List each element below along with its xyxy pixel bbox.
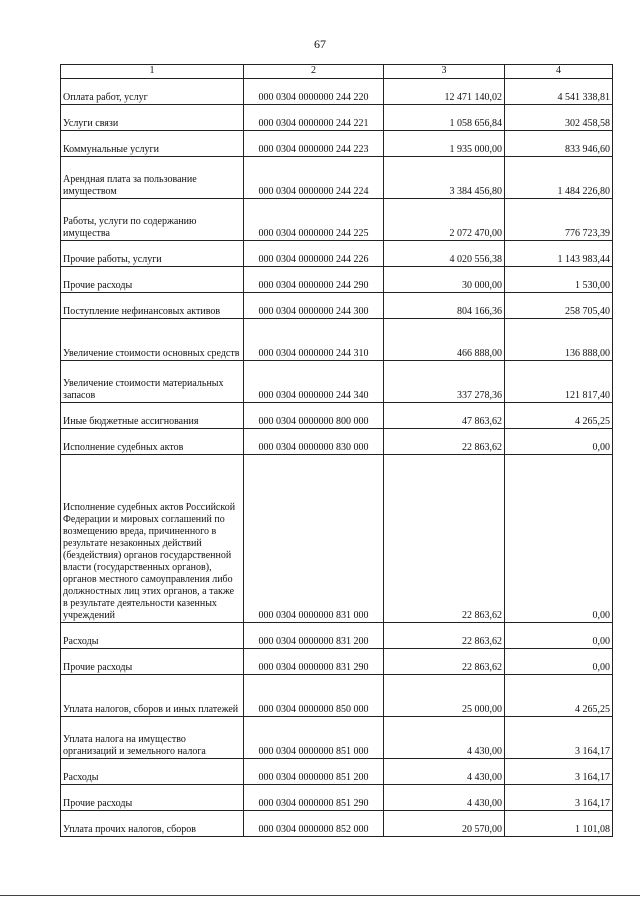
row-name: Увеличение стоимости материальных запасов <box>61 361 244 403</box>
row-amount-planned: 4 430,00 <box>384 785 505 811</box>
row-amount-planned: 337 278,36 <box>384 361 505 403</box>
table-row <box>61 649 613 675</box>
table-row <box>61 105 613 131</box>
row-name: Уплата прочих налогов, сборов <box>61 811 244 837</box>
column-header-2: 2 <box>244 65 384 79</box>
row-amount-planned: 4 430,00 <box>384 717 505 759</box>
table-row <box>61 241 613 267</box>
row-amount-executed: 0,00 <box>505 649 613 675</box>
row-amount-planned: 30 000,00 <box>384 267 505 293</box>
row-name: Расходы <box>61 759 244 785</box>
row-code: 000 0304 0000000 831 000 <box>244 455 384 623</box>
row-amount-planned: 25 000,00 <box>384 675 505 717</box>
row-name: Расходы <box>61 623 244 649</box>
row-amount-executed: 121 817,40 <box>505 361 613 403</box>
row-amount-executed: 1 101,08 <box>505 811 613 837</box>
row-amount-planned: 20 570,00 <box>384 811 505 837</box>
row-amount-executed: 4 541 338,81 <box>505 79 613 105</box>
row-amount-executed: 4 265,25 <box>505 675 613 717</box>
row-code: 000 0304 0000000 244 226 <box>244 241 384 267</box>
table-row <box>61 79 613 105</box>
row-name: Поступление нефинансовых активов <box>61 293 244 319</box>
row-amount-planned: 3 384 456,80 <box>384 157 505 199</box>
row-amount-planned: 4 430,00 <box>384 759 505 785</box>
row-amount-planned: 466 888,00 <box>384 319 505 361</box>
row-code: 000 0304 0000000 244 340 <box>244 361 384 403</box>
column-header-4: 4 <box>505 65 613 79</box>
table-row <box>61 455 613 623</box>
row-amount-planned: 12 471 140,02 <box>384 79 505 105</box>
header-row <box>61 65 613 79</box>
row-amount-executed: 1 143 983,44 <box>505 241 613 267</box>
row-code: 000 0304 0000000 244 300 <box>244 293 384 319</box>
row-code: 000 0304 0000000 244 225 <box>244 199 384 241</box>
row-amount-executed: 0,00 <box>505 429 613 455</box>
row-code: 000 0304 0000000 244 223 <box>244 131 384 157</box>
row-amount-executed: 302 458,58 <box>505 105 613 131</box>
table-row <box>61 675 613 717</box>
row-name: Иные бюджетные ассигнования <box>61 403 244 429</box>
row-amount-executed: 258 705,40 <box>505 293 613 319</box>
row-name: Увеличение стоимости основных средств <box>61 319 244 361</box>
row-name: Арендная плата за пользование имуществом <box>61 157 244 199</box>
column-header-1: 1 <box>61 65 244 79</box>
table-row <box>61 131 613 157</box>
table-row <box>61 293 613 319</box>
row-code: 000 0304 0000000 831 200 <box>244 623 384 649</box>
row-amount-executed: 776 723,39 <box>505 199 613 241</box>
row-amount-planned: 2 072 470,00 <box>384 199 505 241</box>
row-name: Прочие расходы <box>61 267 244 293</box>
table-row <box>61 785 613 811</box>
row-amount-planned: 804 166,36 <box>384 293 505 319</box>
row-name: Коммунальные услуги <box>61 131 244 157</box>
row-code: 000 0304 0000000 244 220 <box>244 79 384 105</box>
row-amount-planned: 22 863,62 <box>384 623 505 649</box>
row-amount-planned: 22 863,62 <box>384 429 505 455</box>
row-amount-executed: 4 265,25 <box>505 403 613 429</box>
table-row <box>61 199 613 241</box>
table-row <box>61 429 613 455</box>
table-row <box>61 623 613 649</box>
row-name: Оплата работ, услуг <box>61 79 244 105</box>
row-name: Уплата налогов, сборов и иных платежей <box>61 675 244 717</box>
row-name: Работы, услуги по содержанию имущества <box>61 199 244 241</box>
row-amount-executed: 833 946,60 <box>505 131 613 157</box>
table-row <box>61 403 613 429</box>
row-amount-executed: 1 530,00 <box>505 267 613 293</box>
row-amount-planned: 1 935 000,00 <box>384 131 505 157</box>
budget-table <box>60 64 613 837</box>
row-code: 000 0304 0000000 851 000 <box>244 717 384 759</box>
row-code: 000 0304 0000000 800 000 <box>244 403 384 429</box>
row-amount-executed: 0,00 <box>505 623 613 649</box>
row-name: Прочие расходы <box>61 649 244 675</box>
row-code: 000 0304 0000000 831 290 <box>244 649 384 675</box>
row-name: Услуги связи <box>61 105 244 131</box>
row-amount-executed: 3 164,17 <box>505 785 613 811</box>
row-amount-planned: 4 020 556,38 <box>384 241 505 267</box>
row-code: 000 0304 0000000 244 310 <box>244 319 384 361</box>
row-name: Прочие расходы <box>61 785 244 811</box>
row-code: 000 0304 0000000 851 290 <box>244 785 384 811</box>
table-row <box>61 157 613 199</box>
row-amount-planned: 47 863,62 <box>384 403 505 429</box>
row-amount-planned: 22 863,62 <box>384 649 505 675</box>
table-row <box>61 811 613 837</box>
table-row <box>61 319 613 361</box>
row-code: 000 0304 0000000 852 000 <box>244 811 384 837</box>
row-code: 000 0304 0000000 244 290 <box>244 267 384 293</box>
table-row <box>61 267 613 293</box>
column-header-3: 3 <box>384 65 505 79</box>
row-amount-executed: 0,00 <box>505 455 613 623</box>
table-row <box>61 361 613 403</box>
row-name: Уплата налога на имущество организаций и земельного налога <box>61 717 244 759</box>
row-amount-executed: 1 484 226,80 <box>505 157 613 199</box>
row-amount-planned: 1 058 656,84 <box>384 105 505 131</box>
row-code: 000 0304 0000000 244 224 <box>244 157 384 199</box>
row-code: 000 0304 0000000 244 221 <box>244 105 384 131</box>
row-code: 000 0304 0000000 830 000 <box>244 429 384 455</box>
row-code: 000 0304 0000000 851 200 <box>244 759 384 785</box>
row-name: Исполнение судебных актов <box>61 429 244 455</box>
row-name: Прочие работы, услуги <box>61 241 244 267</box>
row-name: Исполнение судебных актов Российской Федерации и мировых соглашений по возмещению вреда, причиненного в результате незаконных действий (бездействия) органов государственной власти (государственных органов), органов местного самоуправления либо должностных лиц этих органов, а также в результате деятельности казенных учреждений <box>61 455 244 623</box>
page-number: 67 <box>314 37 326 51</box>
row-amount-executed: 136 888,00 <box>505 319 613 361</box>
row-amount-executed: 3 164,17 <box>505 759 613 785</box>
row-code: 000 0304 0000000 850 000 <box>244 675 384 717</box>
table-row <box>61 759 613 785</box>
row-amount-executed: 3 164,17 <box>505 717 613 759</box>
bottom-rule <box>0 895 640 896</box>
row-amount-planned: 22 863,62 <box>384 455 505 623</box>
table-row <box>61 717 613 759</box>
